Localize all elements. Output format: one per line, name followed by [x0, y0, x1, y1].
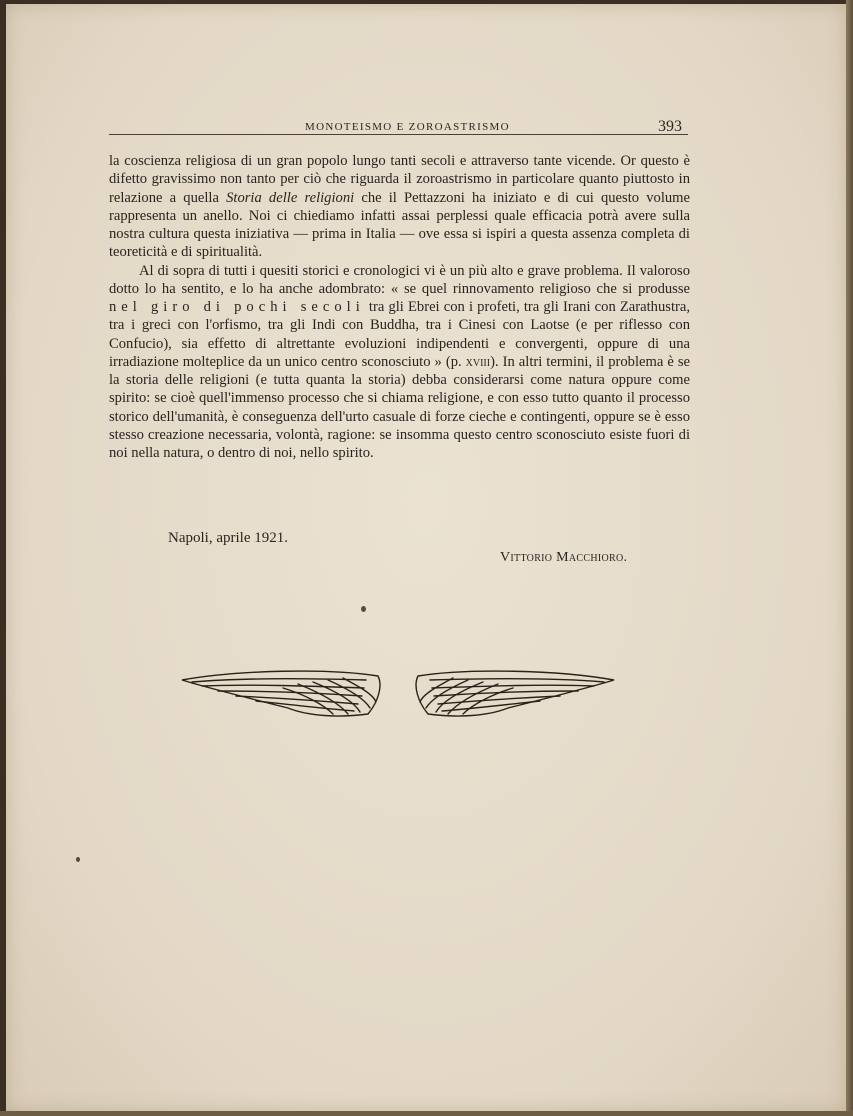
running-title: MONOTEISMO E ZOROASTRISMO [305, 121, 510, 133]
ink-speck [76, 857, 80, 862]
wings-ornament-icon [178, 662, 618, 728]
page-header [115, 118, 695, 138]
paragraph-2-text-a: Al di sopra di tutti i quesiti storici e cronologici vi è un più alto e grave problema. Il valoroso dotto lo ha sentito, e lo ha anche adombrato: « se quel rinnovamento religioso che si produsse [109, 262, 690, 297]
author-signature [500, 550, 627, 566]
header-rule [109, 134, 688, 135]
paragraph-2 [109, 262, 690, 463]
paragraph-1-text-a: la coscienza religiosa di un gran popolo lungo tanti secoli e attraverso tante vicende. Or questo è difetto gravissimo non tanto per ciò che riguarda il zoroastrismo in particolare quanto piuttosto in relazione a quella [109, 153, 690, 206]
paragraph-1 [109, 152, 690, 262]
page-edge-bottom [0, 1111, 853, 1116]
paragraph-2-text-c: ). In altri termini, il problema è se la storia delle religioni (e tutta quanta la storia) debba considerarsi come natura oppure come spirito: se cioè quell'immenso processo che si chiama religione, e con esso tutto quanto il processo storico dell'umanità, è conseguenza dell'urto casuale di forze cieche e contingenti, oppure se è esso stesso creazione necessaria, volontà, ragione: se insomma questo centro sconosciuto esiste fuori di noi nella natura, o dentro di noi, nello spirito. [109, 353, 690, 461]
page-number: 393 [658, 118, 682, 135]
page-edge-right [846, 0, 853, 1116]
place-date: Napoli, aprile 1921. [168, 530, 288, 546]
paragraph-2-text-b: tra gli Ebrei con i profeti, tra gli Irani con Zarathustra, tra i greci con l'orfismo, tra gli Indi con Buddha, tra i Cinesi con Laotse (e per riflesso con Confucio), sia effetto di altrettante evoluzioni indipendenti e convergenti, oppure di una irradiazione molteplice da un unico centro sconosciuto » (p. [109, 299, 690, 370]
italic-title: Storia delle religioni [226, 189, 355, 206]
signature-text: Vittorio Macchioro. [500, 550, 628, 565]
page-reference: xviii [465, 353, 491, 370]
spaced-emphasis: nel giro di pochi secoli [109, 299, 365, 315]
body-text [109, 152, 690, 462]
ink-speck [361, 606, 366, 612]
paragraph-1-text-b: che il Pettazzoni ha iniziato e di cui questo volume rappresenta un anello. Noi ci chiediamo infatti assai perplessi quale efficacia potrà avere sulla nostra cultura questa iniziativa — prima in Italia — ove essa si ispiri a questa assenza completa di teoreticità e di spiritualità. [109, 189, 690, 261]
